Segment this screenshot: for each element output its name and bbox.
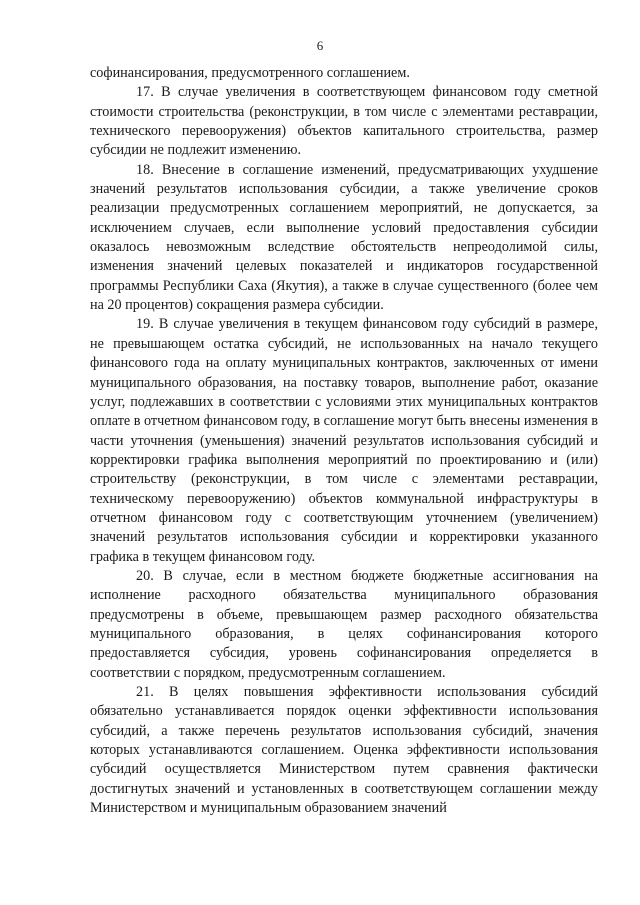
page-number: 6 [316, 38, 324, 53]
paragraph-17: 17. В случае увеличения в соответствующем финансовом году сметной стоимости строительства (реконструкции, в том числе с элементами реставрации, технического перевооружения) объектов капитального строительства, размер субсидии не подлежит изменению. [90, 84, 598, 159]
paragraph-20: 20. В случае, если в местном бюджете бюджетные ассигнования на исполнение расходного обязательства муниципального образования предусмотрены в объеме, превышающем размер расходного обязательства муниципального образования, в целях софинансирования которого предоставляется субсидия, уровень софинансирования определяется в соответствии с порядком, предусмотренным соглашением. [90, 567, 598, 681]
document-body [90, 64, 598, 818]
paragraph-19: 19. В случае увеличения в текущем финансовом году субсидий в размере, не превышающем остатка субсидий, не использованных на начало текущего финансового года на оплату муниципальных контрактов, заключенных от имени муниципального образования, на поставку товаров, выполнение работ, оказание услуг, подлежавших в соответствии с условиями этих муниципальных контрактов оплате в отчетном финансовом году, в соглашение могут быть внесены изменения в части уточнения (уменьшения) значений результатов использования субсидий и корректировки графика выполнения мероприятий по проектированию и (или) строительству (реконструкции, в том числе с элементами реставрации, техническому перевооружению) объектов коммунальной инфраструктуры в отчетном финансовом году с соответствующим уточнением (увеличением) значений результатов использования субсидии и корректировки указанного графика в текущем финансовом году. [90, 316, 598, 565]
paragraph-continuation: софинансирования, предусмотренного соглашением. [90, 65, 410, 81]
paragraph-18: 18. Внесение в соглашение изменений, предусматривающих ухудшение значений результатов использования субсидии, а также увеличение сроков реализации предусмотренных соглашением мероприятий, не допускается, за исключением случаев, если выполнение условий предоставления субсидии оказалось невозможным вследствие обстоятельств непреодолимой силы, изменения значений целевых показателей и индикаторов государственной программы Республики Саха (Якутия), а также в случае существенного (более чем на 20 процентов) сокращения размера субсидии. [90, 161, 598, 314]
paragraph-21: 21. В целях повышения эффективности использования субсидий обязательно устанавливается порядок оценки эффективности использования субсидий, а также перечень результатов использования субсидий, значения которых устанавливаются соглашением. Оценка эффективности использования субсидий осуществляется Министерством путем сравнения фактически достигнутых значений и установленных в соответствующем соглашении между Министерством и муниципальным образованием значений [90, 684, 598, 817]
